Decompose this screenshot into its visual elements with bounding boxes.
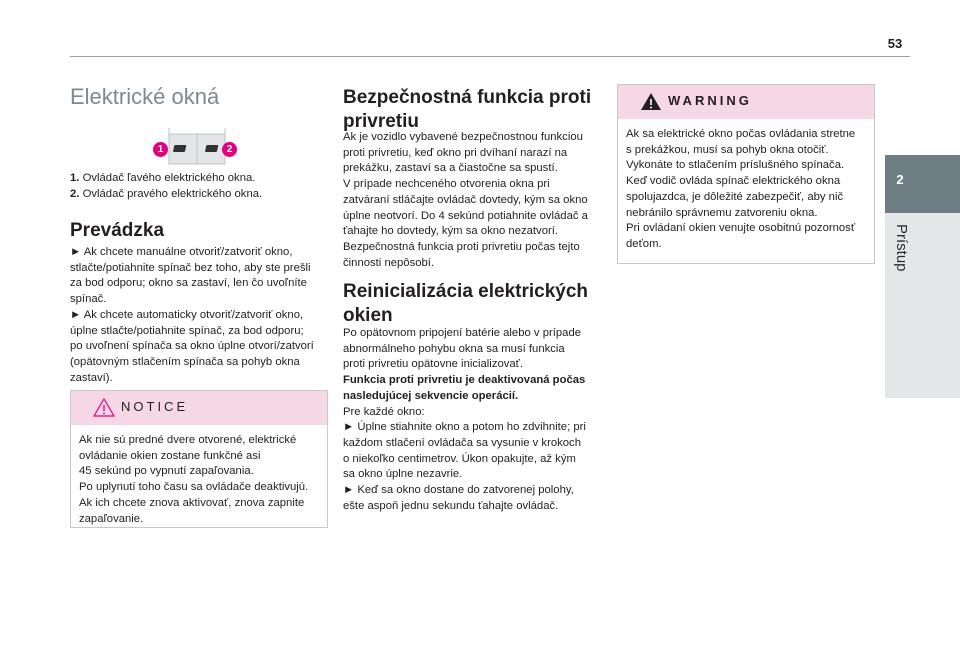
list-item: 1. Ovládač ľavého elektrického okna.: [70, 172, 256, 184]
notice-body: Ak nie sú predné dvere otvorené, elektrické ovládanie okien zostane funkčné asi 45 sekúnd po vypnutí zapaľovania. Po uplynutí toho času sa ovládače deaktivujú. Ak ich chcete znova aktivovať, znova zapnite zapaľovanie.: [79, 434, 309, 525]
heading-anti-pinch: Bezpečnostná funkcia proti privretiu: [343, 87, 592, 132]
warning-body: Ak sa elektrické okno počas ovládania stretne s prekážkou, musí sa pohyb okna otočiť. Vykonáte to stlačením príslušného spínača. Keď vodič ovláda spínač elektrického okna spolujazdca, je dôležité zabezpečiť, aby nič nebránilo správnemu zatvoreniu okna. Pri ovládaní okien venujte osobitnú pozornosť deťom.: [626, 128, 856, 250]
chapter-tab-label: Prístup: [893, 224, 910, 272]
window-switch-figure: [151, 128, 239, 168]
callout-2: 2: [222, 142, 237, 157]
chapter-tab-number: 2: [896, 172, 904, 187]
chapter-tab-label-wrap: [885, 224, 915, 384]
top-rule: [70, 56, 910, 57]
section-title: Elektrické okná: [70, 84, 220, 109]
reinit-text: Po opätovnom pripojení batérie alebo v prípade abnormálneho pohybu okna sa musí funkcia proti privretiu opätovne inicializovať. Funkcia proti privretiu je deaktivovaná počas nasledujúcej sekvencie operácií. Pre každé okno: ► Úplne stiahnite okno a potom ho zdvihnite; pri každom stlačení ovládača sa vysunie v krokoch o niekoľko centimetrov. Úkon opakujte, až kým sa okno úplne nezavrie. ► Keď sa okno dostane do zatvorenej polohy, ešte aspoň jednu sekundu ťahajte ovládač.: [343, 327, 586, 512]
caution-icon: [93, 398, 115, 417]
notice-header: [71, 391, 327, 425]
heading-prevadzka: Prevádzka: [70, 220, 165, 241]
warning-header: [618, 85, 874, 119]
notice-box: [70, 390, 328, 528]
warning-label: WARNING: [668, 93, 752, 108]
warning-box: [617, 84, 875, 264]
legend-list: [70, 171, 326, 202]
anti-pinch-text: Ak je vozidlo vybavené bezpečnostnou funkciou proti privretiu, keď okno pri dvíhaní narazí na prekážku, zastaví sa a čiastočne sa spustí. V prípade nechceného otvorenia okna pri zatváraní stláčajte ovládač dovtedy, kým sa okno úplne neotvorí. Do 4 sekúnd potiahnite ovládač a ťahajte ho dovtedy, kým sa okno nezatvorí. Bezpečnostná funkcia proti privretiu počas tejto činnosti nepôsobí.: [343, 131, 588, 269]
notice-label: NOTICE: [121, 399, 189, 414]
heading-reinit: Reinicializácia elektrických okien: [343, 281, 589, 326]
list-item: 2. Ovládač pravého elektrického okna.: [70, 187, 263, 200]
callout-1: 1: [153, 142, 168, 157]
warning-icon: [640, 92, 662, 111]
operation-text: ► Ak chcete manuálne otvoriť/zatvoriť okno, stlačte/potiahnite spínač bez toho, aby ste prešli za bod odporu; okno sa zastaví, len čo uvoľníte spínač. ► Ak chcete automaticky otvoriť/zatvoriť okno, úplne stlačte/potiahnite spínač, za bod odporu; po uvoľnení spínača sa okno úplne otvorí/zatvorí (opätovným stlačením spínača sa pohyb okna zastaví).: [70, 246, 314, 384]
page-number: 53: [887, 36, 903, 51]
